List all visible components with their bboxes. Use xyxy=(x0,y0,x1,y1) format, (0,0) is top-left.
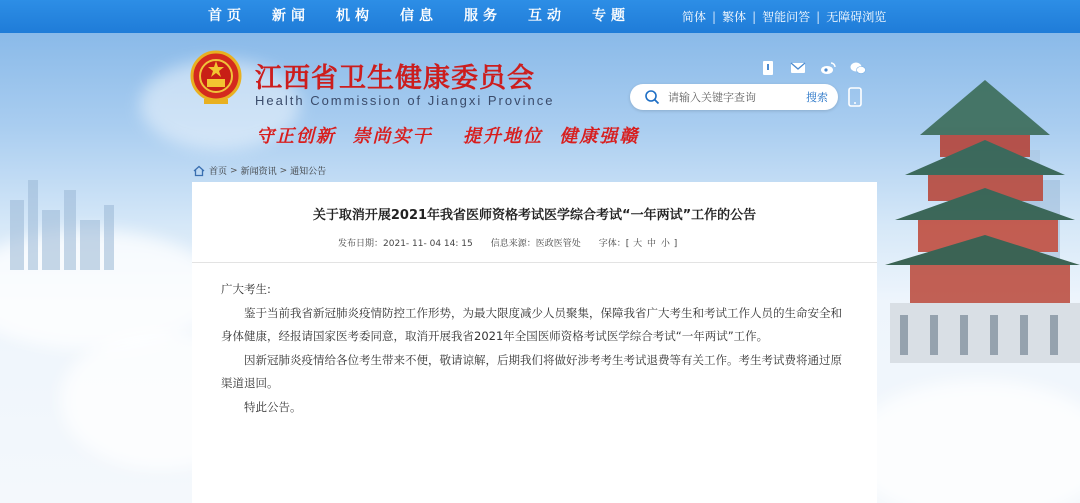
mobile-icon[interactable] xyxy=(848,87,862,107)
breadcrumb-home[interactable]: 首页 xyxy=(209,167,228,177)
closing: 特此公告。 xyxy=(244,399,302,414)
nav-news[interactable]: 新闻 xyxy=(272,8,310,24)
article-meta xyxy=(338,236,695,249)
article-card xyxy=(192,182,877,503)
breadcrumb-separator: > xyxy=(230,165,238,176)
nav-services[interactable]: 服务 xyxy=(464,8,502,24)
divider xyxy=(192,262,877,263)
social-icons xyxy=(760,60,866,76)
info-source xyxy=(491,236,581,249)
date-label: 发布日期： xyxy=(338,239,384,249)
weibo-icon[interactable] xyxy=(820,60,836,76)
nav-home[interactable]: 首页 xyxy=(208,8,246,24)
main-nav xyxy=(208,0,656,33)
smart-qa-link[interactable]: 智能问答 xyxy=(762,10,811,24)
slogan-part-2: 提升地位 健康强赣 xyxy=(462,126,640,147)
site-title: 江西省卫生健康委员会 xyxy=(255,63,535,94)
font-large-button[interactable]: 大 xyxy=(633,239,643,249)
breadcrumb-news[interactable]: 新闻资讯 xyxy=(240,167,277,177)
simplified-chinese-link[interactable]: 简体 xyxy=(682,10,707,24)
font-size-control xyxy=(599,236,678,249)
national-emblem-logo xyxy=(190,50,242,106)
search-button[interactable]: 搜索 xyxy=(806,91,828,104)
nav-interaction[interactable]: 互动 xyxy=(528,8,566,24)
utility-nav xyxy=(682,0,886,33)
nav-topics[interactable]: 专题 xyxy=(592,8,630,24)
separator: | xyxy=(752,9,757,24)
traditional-chinese-link[interactable]: 繁体 xyxy=(722,10,747,24)
mail-icon[interactable] xyxy=(790,60,806,76)
home-icon xyxy=(193,165,205,177)
breadcrumb-separator: > xyxy=(279,165,288,176)
separator: | xyxy=(816,9,821,24)
salutation: 广大考生: xyxy=(221,282,271,296)
wechat-icon[interactable] xyxy=(850,60,866,76)
date-value: 2021- 11- 04 14: 15 xyxy=(383,239,473,249)
cloud-decoration xyxy=(850,380,1080,503)
slogan xyxy=(256,122,639,148)
site-subtitle: Health Commission of Jiangxi Province xyxy=(255,93,555,108)
article-title: 关于取消开展2021年我省医师资格考试医学综合考试“一年两试”工作的公告 xyxy=(312,208,757,223)
accessibility-link[interactable]: 无障碍浏览 xyxy=(826,10,887,24)
bookmark-icon[interactable] xyxy=(760,60,776,76)
nav-organization[interactable]: 机构 xyxy=(336,8,374,24)
separator: | xyxy=(712,9,717,24)
paragraph: 鉴于当前我省新冠肺炎疫情防控工作形势，为最大限度减少人员聚集，保障我省广大考生和考试工作人员的生命安全和身体健康，经报请国家医考委同意，取消开展我省2021年全国医师资格考试医学综合考试“一年两试”工作。 xyxy=(221,305,842,343)
paragraph: 因新冠肺炎疫情给各位考生带来不便，敬请谅解，后期我们将做好涉考考生考试退费等有关工作。考生考试费将通过原渠道退回。 xyxy=(221,352,842,390)
font-label: 字体：[ xyxy=(598,239,630,249)
search-bar xyxy=(630,84,838,110)
breadcrumb xyxy=(193,164,326,177)
publish-date xyxy=(338,236,473,249)
search-icon xyxy=(644,89,660,105)
source-value: 医政医管处 xyxy=(535,239,581,249)
source-label: 信息来源： xyxy=(490,239,536,249)
city-skyline-decoration xyxy=(0,150,200,270)
tengwang-pavilion-decoration xyxy=(870,60,1080,390)
font-small-button[interactable]: 小 xyxy=(660,239,670,249)
font-medium-button[interactable]: 中 xyxy=(647,239,657,249)
search-input[interactable] xyxy=(668,88,788,106)
breadcrumb-notices[interactable]: 通知公告 xyxy=(290,167,327,177)
nav-information[interactable]: 信息 xyxy=(400,8,438,24)
font-bracket-end: ] xyxy=(673,239,678,249)
top-navbar xyxy=(0,0,1080,33)
slogan-part-1: 守正创新 崇尚实干 xyxy=(256,126,433,147)
article-body xyxy=(221,278,846,419)
